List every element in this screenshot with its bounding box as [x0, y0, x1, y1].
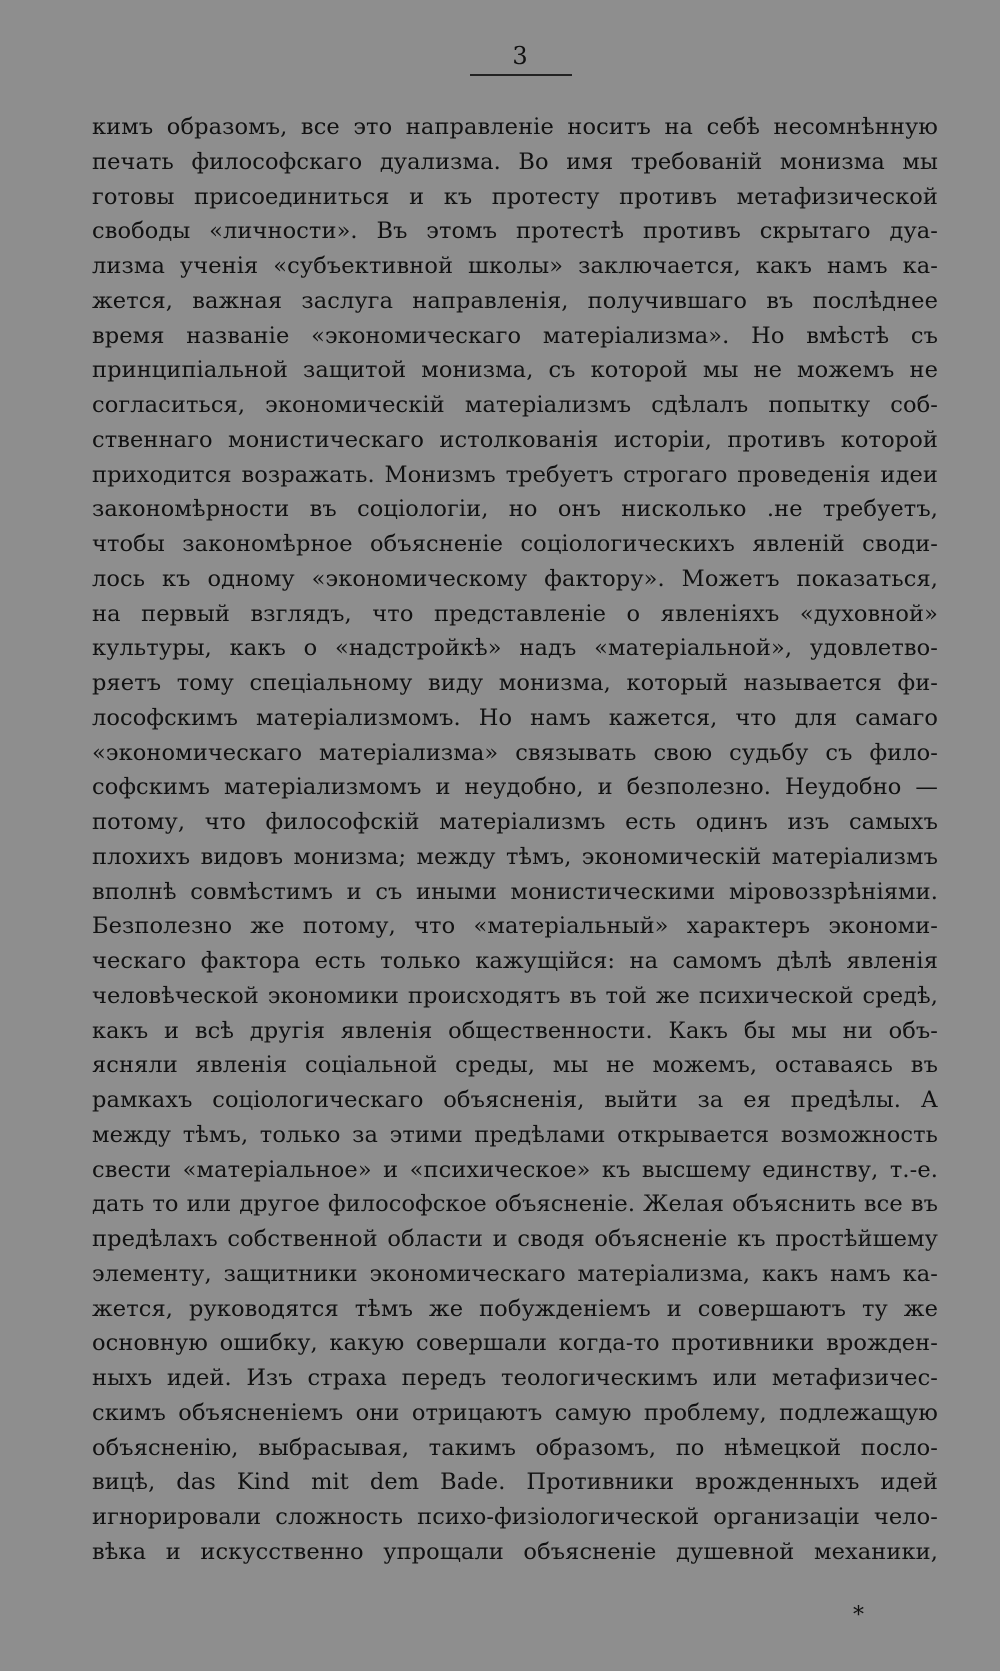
text-line: принципіальной защитой монизма, съ которой мы не можемъ не	[92, 357, 938, 384]
text-line: скимъ объясненіемъ они отрицаютъ самую проблему, подлежащую	[92, 1399, 938, 1426]
text-line: лизма ученія «субъективной школы» заключается, какъ намъ ка-	[92, 253, 938, 279]
text-line: время названіе «экономическаго матеріализма». Но вмѣстѣ съ	[92, 322, 938, 349]
text-line: ряетъ тому спеціальному виду монизма, который называется фи-	[92, 670, 938, 696]
text-line: между тѣмъ, только за этими предѣлами открывается возможность	[92, 1121, 938, 1148]
text-line: жется, важная заслуга направленія, получившаго въ послѣднее	[92, 287, 938, 314]
text-line: печать философскаго дуализма. Во имя требованій монизма мы	[92, 148, 938, 175]
text-line: готовы присоединиться и къ протесту противъ метафизической	[92, 183, 938, 210]
body-text	[92, 110, 938, 1570]
text-line: основную ошибку, какую совершали когда-то противники врожден-	[92, 1330, 938, 1357]
text-line: вицѣ, das Kind mit dem Bade. Противники врожденныхъ идей	[92, 1469, 938, 1496]
text-line: ныхъ идей. Изъ страха передъ теологическимъ или метафизичес-	[92, 1365, 938, 1391]
text-line: кимъ образомъ, все это направленіе носитъ на себѣ несомнѣнную	[92, 114, 938, 140]
text-line: лософскимъ матеріализмомъ. Но намъ кажется, что для самаго	[92, 704, 938, 731]
text-line: закономѣрности въ соціологіи, но онъ нисколько .не требуетъ,	[92, 496, 938, 523]
text-line: приходится возражать. Монизмъ требуетъ строгаго проведенія идеи	[92, 461, 938, 488]
text-line: согласиться, экономическій матеріализмъ сдѣлалъ попытку соб-	[92, 392, 938, 418]
text-line: игнорировали сложность психо-физіологической организаціи чело-	[92, 1504, 938, 1530]
text-line: на первый взглядъ, что представленіе о явленіяхъ «духовной»	[92, 600, 938, 627]
text-line: потому, что философскій матеріализмъ есть одинъ изъ самыхъ	[92, 809, 938, 835]
text-line: свободы «личности». Въ этомъ протестѣ противъ скрытаго дуа-	[92, 218, 938, 245]
text-line: культуры, какъ о «надстройкѣ» надъ «матеріальной», удовлетво-	[92, 635, 938, 662]
text-line: объясненію, выбрасывая, такимъ образомъ, по нѣмецкой посло-	[92, 1434, 938, 1461]
text-line: ственнаго монистическаго истолкованія исторіи, противъ которой	[92, 426, 938, 453]
text-line: софскимъ матеріализмомъ и неудобно, и безполезно. Неудобно —	[92, 774, 938, 801]
text-line: жется, руководятся тѣмъ же побужденіемъ и совершаютъ ту же	[92, 1295, 938, 1322]
text-line: плохихъ видовъ монизма; между тѣмъ, экономическій матеріализмъ	[92, 843, 938, 870]
text-line: ясняли явленія соціальной среды, мы не можемъ, оставаясь въ	[92, 1052, 938, 1079]
page-number-rule	[470, 74, 572, 76]
text-line: элементу, защитники экономическаго матеріализма, какъ намъ ка-	[92, 1260, 938, 1287]
text-line: дать то или другое философское объясненіе. Желая объяснить все въ	[92, 1191, 938, 1218]
text-line: рамкахъ соціологическаго объясненія, выйти за ея предѣлы. А	[92, 1087, 938, 1113]
text-line: человѣческой экономики происходятъ въ той же психической средѣ,	[92, 982, 938, 1009]
text-line: вполнѣ совмѣстимъ и съ иными монистическими міровоззрѣніями.	[92, 878, 938, 905]
text-line: какъ и всѣ другія явленія общественности. Какъ бы мы ни объ-	[92, 1017, 938, 1044]
text-line: «экономическаго матеріализма» связывать свою судьбу съ фило-	[92, 739, 938, 766]
text-line: ческаго фактора есть только кажущійся: на самомъ дѣлѣ явленія	[92, 948, 938, 974]
text-line: предѣлахъ собственной области и сводя объясненіе къ простѣйшему	[92, 1226, 938, 1252]
page-number: 3	[512, 42, 528, 70]
text-line: Безполезно же потому, что «матеріальный» характеръ экономи-	[92, 913, 938, 940]
footer-asterisk: *	[853, 1603, 864, 1628]
text-line: вѣка и искусственно упрощали объясненіе душевной механики,	[92, 1538, 938, 1565]
text-line: чтобы закономѣрное объясненіе соціологическихъ явленій своди-	[92, 531, 938, 557]
text-line: лось къ одному «экономическому фактору». Можетъ показаться,	[92, 565, 938, 592]
text-line: свести «матеріальное» и «психическое» къ высшему единству, т.-е.	[92, 1156, 938, 1183]
